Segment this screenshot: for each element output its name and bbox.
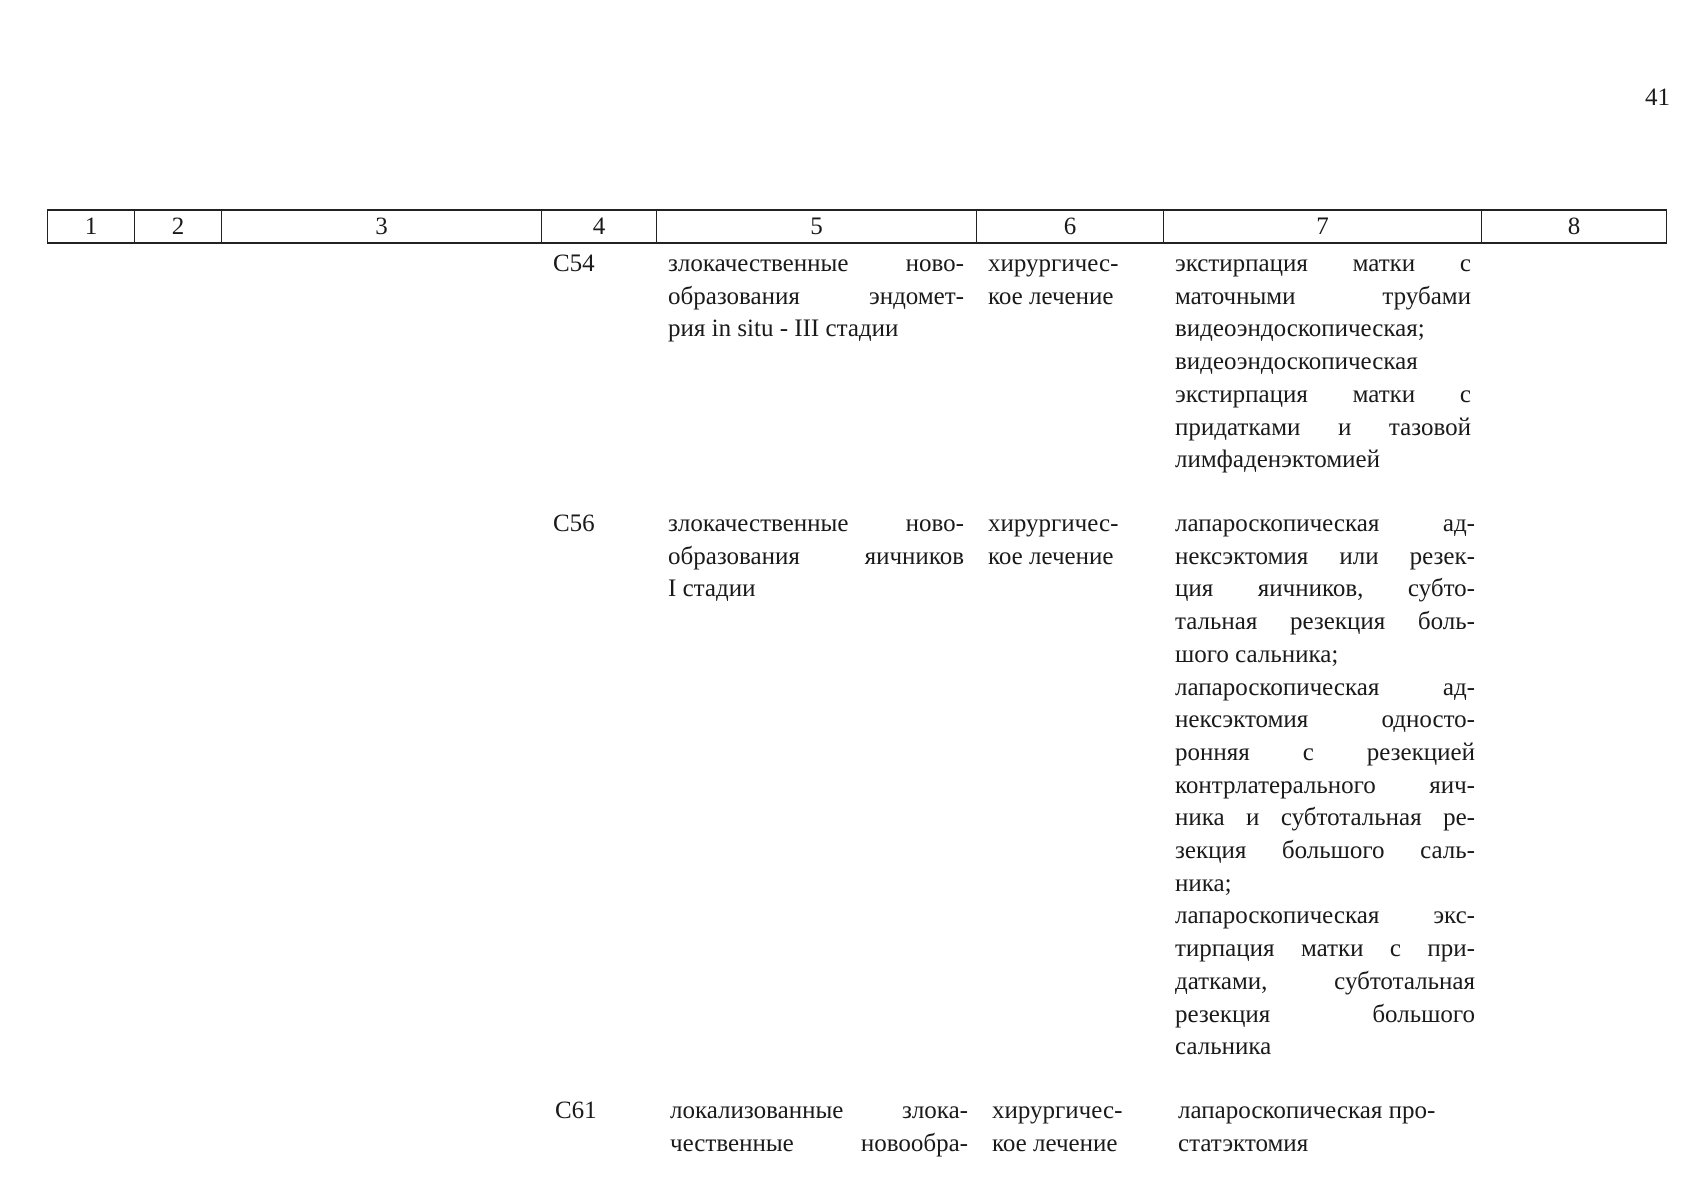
- method-line: резекция большого: [1175, 1000, 1475, 1028]
- row-c61-diagnosis: [670, 1095, 968, 1160]
- method-line: сальника: [1175, 1033, 1272, 1061]
- method-line: нексэктомия односто-: [1175, 706, 1475, 734]
- method-line: статэктомия: [1178, 1129, 1309, 1157]
- row-c56-diagnosis: [668, 508, 964, 606]
- row-c54-method: [1175, 248, 1471, 477]
- header-col-2: 2: [134, 211, 221, 242]
- method-line: датками, субтотальная: [1175, 967, 1475, 995]
- diagnosis-line: I стадии: [668, 575, 756, 603]
- header-col-1: 1: [47, 211, 134, 242]
- header-col-7: 7: [1163, 211, 1481, 242]
- method-line: лимфаденэктомией: [1175, 446, 1381, 474]
- method-line: контрлатерального яич-: [1175, 771, 1475, 799]
- method-line: лапароскопическая про-: [1178, 1097, 1436, 1124]
- header-col-8: 8: [1481, 211, 1667, 242]
- method-line: тальная резекция боль-: [1175, 608, 1475, 636]
- header-col-6: 6: [976, 211, 1163, 242]
- method-line: лапароскопическая ад-: [1175, 510, 1475, 537]
- row-c56-method: [1175, 508, 1475, 1064]
- row-c61-method: [1178, 1095, 1478, 1160]
- diagnosis-line: образования яичников: [668, 542, 964, 570]
- method-line: маточными трубами: [1175, 282, 1471, 310]
- method-line: нексэктомия или резек-: [1175, 542, 1475, 570]
- page-number: 41: [1645, 84, 1670, 111]
- diagnosis-line: образования эндомет-: [668, 282, 964, 310]
- row-c54-code: C54: [553, 250, 595, 277]
- row-c61-code: C61: [555, 1097, 597, 1124]
- row-c54-diagnosis: [668, 248, 964, 346]
- diagnosis-line: чественные новообра-: [670, 1129, 968, 1157]
- method-line: шого сальника;: [1175, 640, 1339, 668]
- method-line: тирпация матки с при-: [1175, 935, 1475, 963]
- diagnosis-line: локализованные злока-: [670, 1097, 968, 1124]
- diagnosis-line: злокачественные ново-: [668, 250, 964, 277]
- table-header-row: [47, 209, 1667, 244]
- method-line: лапароскопическая ад-: [1175, 673, 1475, 701]
- treatment-line: кое лечение: [992, 1129, 1118, 1157]
- treatment-line: хирургичес-: [988, 510, 1119, 537]
- method-line: зекция большого саль-: [1175, 837, 1475, 865]
- row-c56-treatment: [988, 508, 1148, 573]
- method-line: экстирпация матки с: [1175, 250, 1471, 277]
- method-line: лапароскопическая экс-: [1175, 902, 1475, 930]
- row-c54-treatment: [988, 248, 1148, 313]
- method-line: ника и субтотальная ре-: [1175, 804, 1475, 832]
- header-col-4: 4: [541, 211, 656, 242]
- method-line: придатками и тазовой: [1175, 413, 1471, 441]
- treatment-line: хирургичес-: [988, 250, 1119, 277]
- method-line: видеоэндоскопическая;: [1175, 315, 1425, 343]
- diagnosis-line: рия in situ - III стадии: [668, 315, 899, 343]
- treatment-line: кое лечение: [988, 282, 1114, 310]
- method-line: видеоэндоскопическая: [1175, 348, 1418, 376]
- method-line: ронняя с резекцией: [1175, 738, 1475, 766]
- header-col-3: 3: [221, 211, 541, 242]
- diagnosis-line: злокачественные ново-: [668, 510, 964, 537]
- treatment-line: кое лечение: [988, 542, 1114, 570]
- method-line: экстирпация матки с: [1175, 380, 1471, 408]
- row-c56-code: C56: [553, 510, 595, 537]
- method-line: ника;: [1175, 869, 1232, 897]
- treatment-line: хирургичес-: [992, 1097, 1123, 1124]
- header-col-5: 5: [656, 211, 976, 242]
- row-c61-treatment: [992, 1095, 1152, 1160]
- method-line: ция яичников, субто-: [1175, 575, 1475, 603]
